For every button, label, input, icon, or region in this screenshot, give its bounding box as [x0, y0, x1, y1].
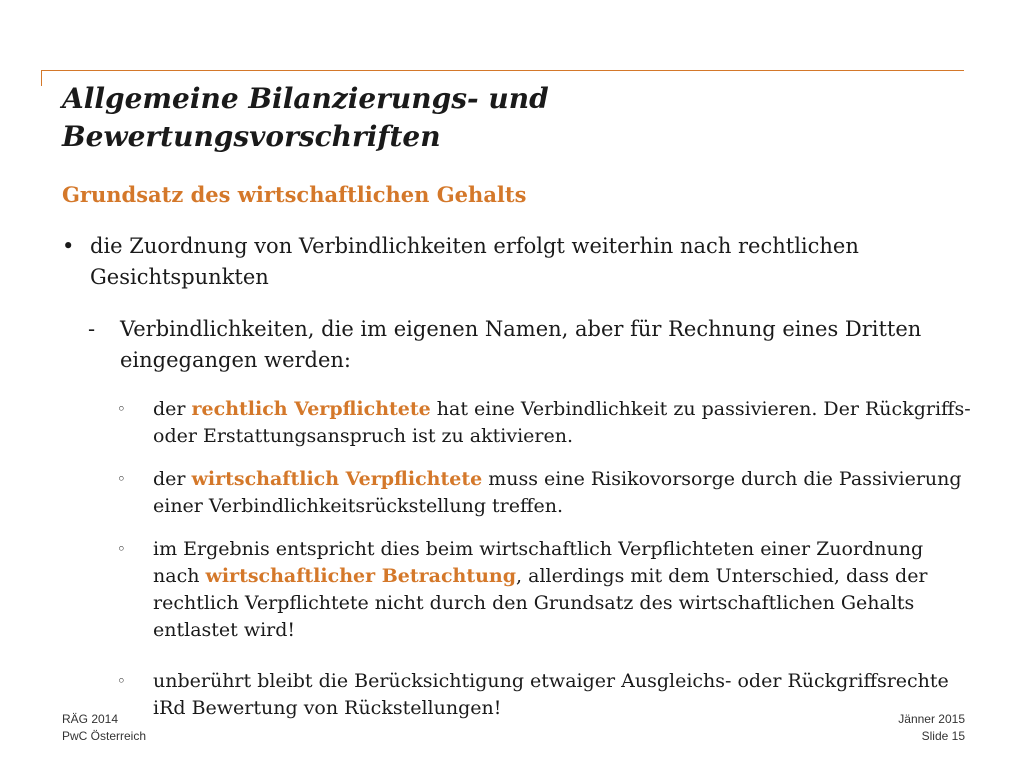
sub-highlight: wirtschaftlich Verpflichtete	[191, 468, 483, 490]
dash-text: Verbindlichkeiten, die im eigenen Namen, aber für Rechnung eines Dritten eingegangen werden:	[120, 317, 922, 372]
sub-item-2	[117, 466, 973, 520]
sub-text-before: im Ergebnis entspricht dies beim wirtschaftlich Verpflichteten einer Zuordnung nach	[153, 538, 924, 587]
header-rule-vertical	[41, 70, 42, 86]
header-rule-horizontal	[41, 70, 964, 71]
bullet-text: die Zuordnung von Verbindlichkeiten erfolgt weiterhin nach rechtlichen Gesichtspunkten	[90, 234, 859, 289]
footer-left	[62, 711, 146, 745]
sub-highlight: rechtlich Verpflichtete	[191, 398, 431, 420]
sub-text-after: hat eine Verbindlichkeit zu passivieren. Der Rückgriffs- oder Erstattungsanspruch ist zu aktivieren.	[153, 398, 971, 447]
slide-title-line2: Bewertungsvorschriften	[62, 120, 441, 153]
slide-subtitle: Grundsatz des wirtschaftlichen Gehalts	[62, 182, 527, 207]
sub-marker: ◦	[117, 400, 126, 418]
bullet-marker: •	[62, 234, 75, 258]
dash-marker: -	[88, 317, 96, 341]
sub-highlight: wirtschaftlicher Betrachtung	[205, 565, 517, 587]
sub-text-after: muss eine Risikovorsorge durch die Passivierung einer Verbindlichkeitsrückstellung treffen.	[153, 468, 962, 517]
sub-text-before: unberührt bleibt die Berücksichtigung etwaiger Ausgleichs- oder Rückgriffsrechte iRd Bewertung von Rückstellungen!	[153, 670, 949, 719]
bullet-item	[62, 231, 910, 293]
sub-text-before: der	[153, 468, 192, 490]
sub-marker: ◦	[117, 672, 126, 690]
sub-item-3	[117, 536, 973, 644]
slide-title	[62, 80, 962, 156]
slide-title-line1: Allgemeine Bilanzierungs- und	[62, 82, 549, 115]
sub-marker: ◦	[117, 470, 126, 488]
sub-marker: ◦	[117, 540, 126, 558]
sub-text-after: , allerdings mit dem Unterschied, dass der rechtlich Verpflichtete nicht durch den Grundsatz des wirtschaftlichen Gehalts entlastet wird!	[153, 565, 928, 641]
footer-topic: RÄG 2014	[62, 712, 119, 726]
sub-item-4	[117, 668, 973, 722]
footer-date: Jänner 2015	[898, 712, 965, 726]
footer-right	[898, 711, 965, 745]
sub-text-before: der	[153, 398, 192, 420]
footer-company: PwC Österreich	[62, 729, 147, 743]
sub-item-1	[117, 396, 973, 450]
footer-slide-number: Slide 15	[921, 729, 965, 743]
dash-item	[88, 314, 990, 376]
